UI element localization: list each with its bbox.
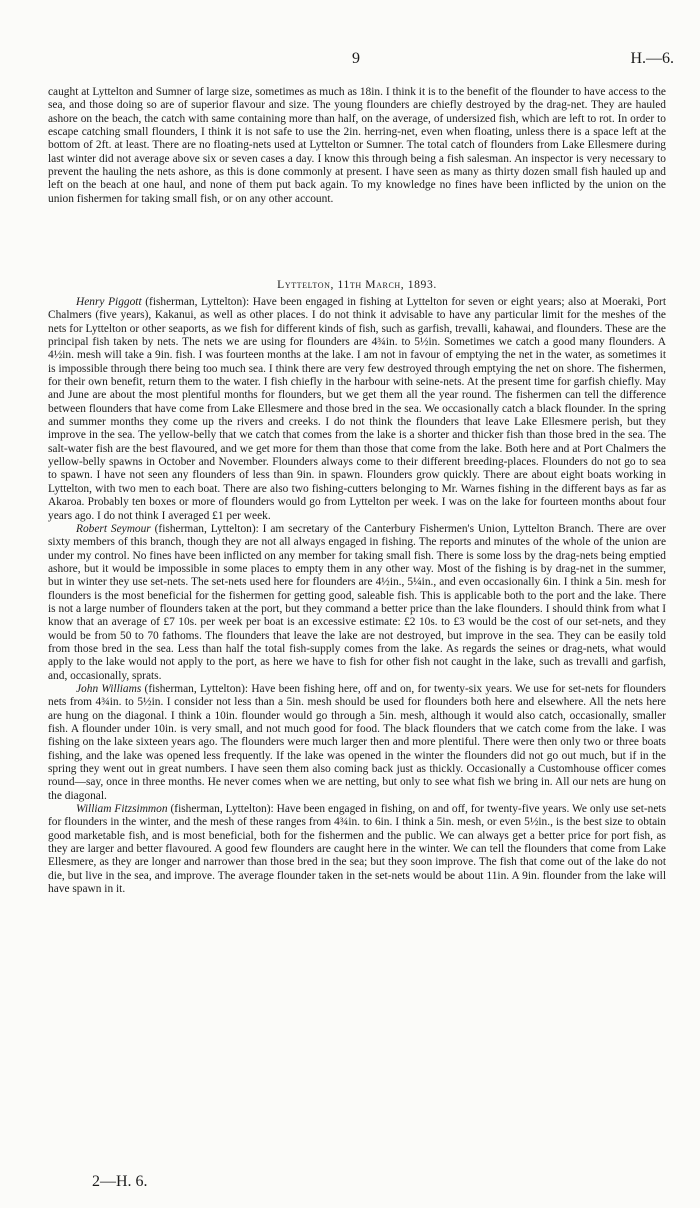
- session-heading: Lyttelton, 11th March, 1893.: [277, 278, 437, 291]
- speaker-name: John Williams: [76, 682, 142, 695]
- testimony-william-fitzsimmon: [48, 803, 666, 896]
- footer-signature: 2—H. 6.: [92, 1173, 148, 1190]
- report-reference: H.—6.: [630, 50, 674, 67]
- testimony-text: (fisherman, Lyttelton): Have been fishing here, off and on, for twenty-six years. We use for set-nets for flounders nets from 4¾in. to 5½in. I consider not less than a 5in. mesh should be used for flounders both here and elsewhere. All the nets here are hung on the diagonal. I think a 10in. flounder would go through a 5in. mesh, although it would also catch, occasionally, smaller fish. A flounder under 10in. is very small, and not much good for food. The black flounders that we catch come from the lake. I was fishing on the lake sixteen years ago. The flounders were much larger then and more plentiful. There were then only two or three boats fishing, and the lake was opened less frequently. If the lake was opened in the winter the flounders did not go out much, but if in the spring they went out in great numbers. I have seen them also coming back just as thickly. Occasionally a Customhouse officer comes round—say, once in three months. He never comes when we are netting, but only to see what fish we bring in. All our nets are hung on the diagonal.: [48, 682, 666, 802]
- testimony-section: [48, 278, 666, 896]
- testimony-robert-seymour: [48, 523, 666, 683]
- page-number: 9: [352, 50, 360, 67]
- testimony-text: (fisherman, Lyttelton): Have been engaged in fishing, on and off, for twenty-five years. We only use set-nets for flounders in the winter, and the mesh of these ranges from 4¾in. to 6in. I think a 5in. mesh, or even 5½in., is the best size to obtain good marketable fish, and is most beneficial, both for the fishermen and the public. We can always get a better price for port fish, as they are larger and better flavoured. A good few flounders are caught here in the winter. We can tell the flounders that come from Lake Ellesmere, as they are longer and narrower than those bred in the sea; but they soon improve. The fish that come out of the lake do not die, but live in the sea, and improve. The average flounder taken in the set-nets would be about 11in. A 9in. flounder from the lake will have spawn in it.: [48, 803, 666, 896]
- speaker-name: Robert Seymour: [76, 522, 151, 535]
- testimony-text: (fisherman, Lyttelton): Have been engaged in fishing at Lyttelton for seven or eight years; also at Moeraki, Port Chalmers (five years), Kakanui, as well as other places. I do not think it advisable to have any particular limit for the meshes of the nets for Lyttelton or other seaports, as we fish for different kinds of fish, such as garfish, trevalli, kahawai, and flounders. These are the principal fish taken by nets. The nets we are using for flounders are 4¾in. to 5½in. Sometimes we catch a good many flounders. A 4½in. mesh will take a 9in. fish. I was fourteen months at the lake. I am not in favour of emptying the net in the water, as sometimes it is impossible through there being too much sea. I think there are very few destroyed through emptying the net on shore. The fishermen, for their own benefit, return them to the water. I fish chiefly in the harbour with seine-nets. At the present time for garfish chiefly. May and June are about the most plentiful months for flounders, but we get them all the year round. The fishermen can tell the difference between flounders that have come from Lake Ellesmere and those bred in the sea. We occasionally catch a black flounder. In the spring and summer months they come up the rivers and creeks. I do not think the flounders that leave Lake Ellesmere perish, but they improve in the sea. The yellow-belly that we catch that comes from the lake is a shorter and thicker fish than those bred in the sea. The salt-water fish are the best flavoured, and we get more for them than those that come from the lake. Both here and at Port Chalmers the yellow-belly spawns in October and November. Flounders always come to their different breeding-places. Flounders do not go to sea to spawn. I have not seen any flounders of less than 9in. in spawn. Flounders grow quickly. There are about eight boats working in Lyttelton, with two men to each boat. There are also two fishing-cutters belonging to Mr. Warnes fishing in the different bays as far as Akaroa. Probably ten boxes or more of flounders would go from Lyttelton per week. I was on the lake for fourteen months about four years ago. I do not think I averaged £1 per week.: [48, 296, 666, 522]
- intro-paragraph: caught at Lyttelton and Sumner of large size, sometimes as much as 18in. I think it is to the benefit of the flounder to have access to the sea, and those doing so are of superior flavour and size. The young flounders are chiefly destroyed by the drag-net. They are hauled ashore on the beach, the catch with same containing more than half, on the average, of undersized fish, which are left to rot. In order to escape catching small flounders, I think it is not safe to use the 2in. herring-net, even when floating, unless there is a space left at the bottom of 2ft. at least. There are no floating-nets used at Lyttelton or Sumner. The total catch of flounders from Lake Ellesmere during last winter did not average above six or seven cases a day. I know this through being a fish salesman. An inspector is very necessary to prevent the hauling the nets ashore, as this is done commonly at present. I have seen as many as thirty dozen small fish hauled up and left on the beach at one haul, and none of them put back again. To my knowledge no fines have been inflicted by the union on the union fishermen for taking small fish, or on any other account.: [48, 86, 666, 205]
- speaker-name: William Fitzsimmon: [76, 803, 168, 816]
- testimony-john-williams: [48, 683, 666, 803]
- testimony-henry-piggott: [48, 296, 666, 523]
- testimony-text: (fisherman, Lyttelton): I am secretary of the Canterbury Fishermen's Union, Lyttelton Branch. There are over sixty members of this branch, though they are not all always engaged in fishing. The reports and minutes of the whole of the union are under my control. No fines have been inflicted on any member for taking small fish. There is some loss by the drag-nets being emptied ashore, but it would be impossible in some places to empty them in any other way. Most of the fishing is by drag-net in the summer, but in winter they use set-nets. The set-nets used here for flounders are 4½in., 5¼in., and even occasionally 6in. I think a 5in. mesh for flounders is the most beneficial for the fishermen for getting good, saleable fish. This is applicable both to the port and the lake. There is not a large number of flounders taken at the port, but they command a better price than the lake flounders. I should think from what I know that an average of £7 10s. per week per boat is an excessive estimate: £2 10s. to £3 would be the cost of our set-nets, and they would be from 50 to 70 fathoms. The flounders that leave the lake are not destroyed, but improve in the sea. They can be easily told from those bred in the sea. Less than half the total fish-supply comes from the lake. As regards the seines or drag-nets, what would apply to the lake would not apply to the port, as here we have to fish for other fish not caught in the lake, such as trevalli and garfish, and, occasionally, sprats.: [48, 522, 666, 682]
- speaker-name: Henry Piggott: [76, 296, 142, 308]
- intro-section: [48, 86, 666, 206]
